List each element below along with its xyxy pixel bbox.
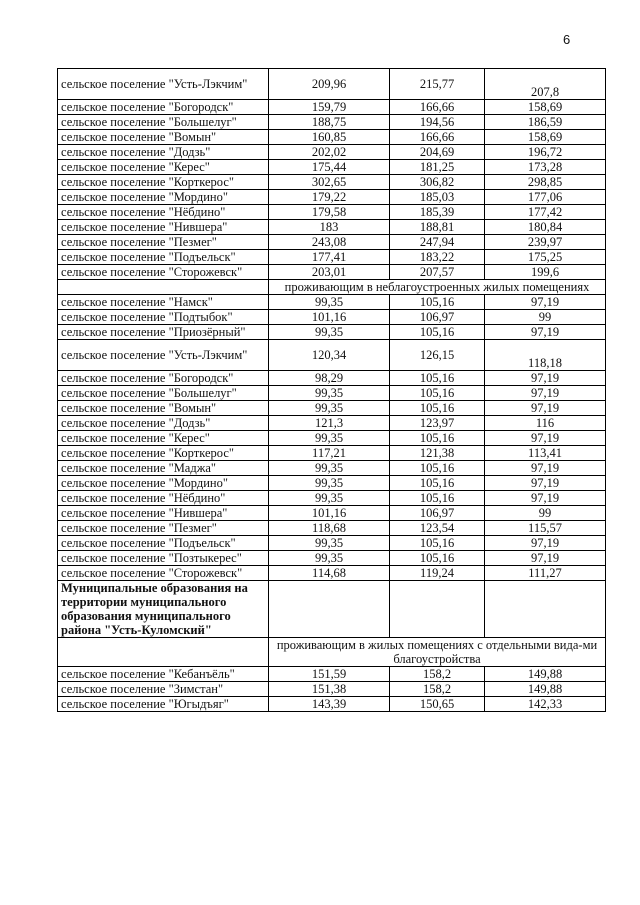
tariff-value-2: 121,38 — [390, 446, 485, 461]
table-row — [58, 115, 606, 130]
settlement-name: сельское поселение "Вомын" — [58, 401, 269, 416]
tariff-value-3: 99 — [485, 310, 606, 325]
tariff-value-1: 209,96 — [269, 69, 390, 100]
tariff-value-3: 97,19 — [485, 476, 606, 491]
table-row — [58, 697, 606, 712]
tariff-value-2: 105,16 — [390, 461, 485, 476]
section-title: проживающим в неблагоустроенных жилых помещениях — [269, 280, 606, 295]
table-row — [58, 401, 606, 416]
table-row — [58, 235, 606, 250]
tariff-value-2: 181,25 — [390, 160, 485, 175]
table-row — [58, 325, 606, 340]
tariff-value-1: 99,35 — [269, 536, 390, 551]
settlement-name: сельское поселение "Богородск" — [58, 371, 269, 386]
settlement-name: сельское поселение "Большелуг" — [58, 386, 269, 401]
page-number: 6 — [563, 32, 571, 47]
tariff-value-3: 298,85 — [485, 175, 606, 190]
tariff-value-1: 117,21 — [269, 446, 390, 461]
tariff-value-1: 99,35 — [269, 461, 390, 476]
tariff-value-1: 143,39 — [269, 697, 390, 712]
tariff-value-1: 120,34 — [269, 340, 390, 371]
table-row — [58, 145, 606, 160]
tariff-value-1: 188,75 — [269, 115, 390, 130]
settlement-name: сельское поселение "Пезмег" — [58, 235, 269, 250]
tariff-value-2: 105,16 — [390, 295, 485, 310]
tariff-value-3: 97,19 — [485, 536, 606, 551]
tariff-value-3: 158,69 — [485, 100, 606, 115]
settlement-name: сельское поселение "Корткерос" — [58, 175, 269, 190]
table-row — [58, 190, 606, 205]
settlement-name: сельское поселение "Позтыкерес" — [58, 551, 269, 566]
settlement-name: сельское поселение "Мордино" — [58, 190, 269, 205]
table-row — [58, 371, 606, 386]
tariff-value-1: 151,38 — [269, 682, 390, 697]
empty-cell — [58, 638, 269, 667]
tariff-value-3: 177,42 — [485, 205, 606, 220]
empty-cell — [390, 581, 485, 638]
tariff-value-3: 116 — [485, 416, 606, 431]
tariff-value-2: 188,81 — [390, 220, 485, 235]
tariff-value-1: 243,08 — [269, 235, 390, 250]
tariff-value-2: 166,66 — [390, 100, 485, 115]
table-row — [58, 130, 606, 145]
settlement-name: сельское поселение "Нившера" — [58, 506, 269, 521]
settlement-name: сельское поселение "Додзь" — [58, 145, 269, 160]
settlement-name: сельское поселение "Нёбдино" — [58, 205, 269, 220]
tariff-value-2: 105,16 — [390, 325, 485, 340]
tariff-value-2: 185,03 — [390, 190, 485, 205]
tariff-value-3: 239,97 — [485, 235, 606, 250]
settlement-name: сельское поселение "Усть-Лэкчим" — [58, 69, 269, 100]
table-row — [58, 491, 606, 506]
table-row — [58, 100, 606, 115]
settlement-name: сельское поселение "Приозёрный" — [58, 325, 269, 340]
table-row — [58, 205, 606, 220]
table-row — [58, 69, 606, 100]
settlement-name: сельское поселение "Подъельск" — [58, 536, 269, 551]
section-row — [58, 280, 606, 295]
table-row — [58, 566, 606, 581]
settlement-name: сельское поселение "Намск" — [58, 295, 269, 310]
tariff-value-1: 99,35 — [269, 401, 390, 416]
tariff-value-3: 113,41 — [485, 446, 606, 461]
tariff-value-3: 97,19 — [485, 325, 606, 340]
tariff-value-3: 97,19 — [485, 431, 606, 446]
table-row — [58, 220, 606, 235]
tariff-value-2: 105,16 — [390, 491, 485, 506]
tariff-value-1: 302,65 — [269, 175, 390, 190]
tariff-value-3: 196,72 — [485, 145, 606, 160]
settlement-name: сельское поселение "Подтыбок" — [58, 310, 269, 325]
tariff-value-3: 173,28 — [485, 160, 606, 175]
tariff-table-body — [58, 69, 606, 712]
tariff-value-3: 97,19 — [485, 295, 606, 310]
tariff-value-3: 175,25 — [485, 250, 606, 265]
tariff-value-3: 177,06 — [485, 190, 606, 205]
table-row — [58, 431, 606, 446]
tariff-value-3: 207,8 — [485, 69, 606, 100]
tariff-value-2: 166,66 — [390, 130, 485, 145]
municipality-header-row — [58, 581, 606, 638]
tariff-value-3: 99 — [485, 506, 606, 521]
tariff-value-2: 215,77 — [390, 69, 485, 100]
settlement-name: сельское поселение "Подъельск" — [58, 250, 269, 265]
tariff-value-2: 158,2 — [390, 667, 485, 682]
table-row — [58, 536, 606, 551]
settlement-name: сельское поселение "Сторожевск" — [58, 566, 269, 581]
settlement-name: сельское поселение "Нёбдино" — [58, 491, 269, 506]
settlement-name: сельское поселение "Нившера" — [58, 220, 269, 235]
tariff-value-3: 118,18 — [485, 340, 606, 371]
section-title: проживающим в жилых помещениях с отдельными вида-ми благоустройства — [269, 638, 606, 667]
tariff-value-2: 123,97 — [390, 416, 485, 431]
tariff-value-2: 194,56 — [390, 115, 485, 130]
tariff-value-2: 105,16 — [390, 536, 485, 551]
tariff-value-1: 183 — [269, 220, 390, 235]
tariff-value-3: 97,19 — [485, 491, 606, 506]
table-row — [58, 416, 606, 431]
table-row — [58, 476, 606, 491]
empty-cell — [269, 581, 390, 638]
tariff-value-3: 97,19 — [485, 386, 606, 401]
settlement-name: сельское поселение "Сторожевск" — [58, 265, 269, 280]
settlement-name: сельское поселение "Керес" — [58, 160, 269, 175]
settlement-name: сельское поселение "Мордино" — [58, 476, 269, 491]
section-row — [58, 638, 606, 667]
tariff-value-2: 183,22 — [390, 250, 485, 265]
tariff-value-3: 199,6 — [485, 265, 606, 280]
table-row — [58, 340, 606, 371]
tariff-value-3: 149,88 — [485, 682, 606, 697]
table-row — [58, 667, 606, 682]
tariff-value-2: 123,54 — [390, 521, 485, 536]
tariff-value-3: 111,27 — [485, 566, 606, 581]
tariff-value-2: 158,2 — [390, 682, 485, 697]
table-row — [58, 386, 606, 401]
settlement-name: сельское поселение "Корткерос" — [58, 446, 269, 461]
tariff-value-2: 106,97 — [390, 506, 485, 521]
tariff-value-1: 121,3 — [269, 416, 390, 431]
table-row — [58, 250, 606, 265]
settlement-name: сельское поселение "Маджа" — [58, 461, 269, 476]
table-row — [58, 551, 606, 566]
table-row — [58, 446, 606, 461]
settlement-name: сельское поселение "Керес" — [58, 431, 269, 446]
settlement-name: сельское поселение "Вомын" — [58, 130, 269, 145]
tariff-value-2: 105,16 — [390, 401, 485, 416]
tariff-value-2: 247,94 — [390, 235, 485, 250]
tariff-value-1: 101,16 — [269, 506, 390, 521]
tariff-value-1: 203,01 — [269, 265, 390, 280]
municipality-header: Муниципальные образования на территории муниципального образования муниципального района "Усть-Куломский" — [58, 581, 269, 638]
tariff-value-1: 159,79 — [269, 100, 390, 115]
tariff-value-2: 105,16 — [390, 431, 485, 446]
table-row — [58, 295, 606, 310]
tariff-value-2: 106,97 — [390, 310, 485, 325]
table-row — [58, 265, 606, 280]
tariff-value-3: 97,19 — [485, 461, 606, 476]
tariff-value-1: 179,22 — [269, 190, 390, 205]
table-row — [58, 310, 606, 325]
table-row — [58, 461, 606, 476]
tariff-value-1: 99,35 — [269, 325, 390, 340]
tariff-value-2: 105,16 — [390, 476, 485, 491]
tariff-value-1: 151,59 — [269, 667, 390, 682]
empty-cell — [58, 280, 269, 295]
table-row — [58, 521, 606, 536]
settlement-name: сельское поселение "Кебанъёль" — [58, 667, 269, 682]
tariff-value-2: 207,57 — [390, 265, 485, 280]
tariff-value-3: 186,59 — [485, 115, 606, 130]
tariff-value-1: 99,35 — [269, 431, 390, 446]
tariff-value-1: 99,35 — [269, 295, 390, 310]
settlement-name: сельское поселение "Пезмег" — [58, 521, 269, 536]
settlement-name: сельское поселение "Усть-Лэкчим" — [58, 340, 269, 371]
tariff-value-2: 306,82 — [390, 175, 485, 190]
settlement-name: сельское поселение "Большелуг" — [58, 115, 269, 130]
tariff-value-3: 142,33 — [485, 697, 606, 712]
tariff-value-1: 202,02 — [269, 145, 390, 160]
tariff-value-1: 99,35 — [269, 476, 390, 491]
tariff-value-3: 97,19 — [485, 401, 606, 416]
settlement-name: сельское поселение "Богородск" — [58, 100, 269, 115]
tariff-value-3: 180,84 — [485, 220, 606, 235]
tariff-table — [57, 68, 606, 712]
tariff-value-1: 99,35 — [269, 551, 390, 566]
tariff-value-2: 105,16 — [390, 371, 485, 386]
empty-cell — [485, 581, 606, 638]
tariff-value-1: 98,29 — [269, 371, 390, 386]
tariff-value-2: 119,24 — [390, 566, 485, 581]
tariff-value-2: 204,69 — [390, 145, 485, 160]
tariff-value-2: 185,39 — [390, 205, 485, 220]
table-row — [58, 682, 606, 697]
tariff-value-1: 101,16 — [269, 310, 390, 325]
settlement-name: сельское поселение "Додзь" — [58, 416, 269, 431]
tariff-value-1: 99,35 — [269, 386, 390, 401]
tariff-value-3: 115,57 — [485, 521, 606, 536]
tariff-value-3: 97,19 — [485, 371, 606, 386]
table-row — [58, 506, 606, 521]
tariff-value-1: 177,41 — [269, 250, 390, 265]
tariff-value-2: 150,65 — [390, 697, 485, 712]
tariff-value-1: 118,68 — [269, 521, 390, 536]
tariff-value-2: 126,15 — [390, 340, 485, 371]
tariff-value-3: 158,69 — [485, 130, 606, 145]
tariff-value-3: 97,19 — [485, 551, 606, 566]
tariff-value-2: 105,16 — [390, 386, 485, 401]
settlement-name: сельское поселение "Зимстан" — [58, 682, 269, 697]
tariff-value-2: 105,16 — [390, 551, 485, 566]
tariff-value-1: 114,68 — [269, 566, 390, 581]
tariff-value-1: 175,44 — [269, 160, 390, 175]
tariff-value-3: 149,88 — [485, 667, 606, 682]
table-row — [58, 175, 606, 190]
settlement-name: сельское поселение "Югыдъяг" — [58, 697, 269, 712]
tariff-value-1: 179,58 — [269, 205, 390, 220]
tariff-value-1: 99,35 — [269, 491, 390, 506]
table-row — [58, 160, 606, 175]
tariff-value-1: 160,85 — [269, 130, 390, 145]
